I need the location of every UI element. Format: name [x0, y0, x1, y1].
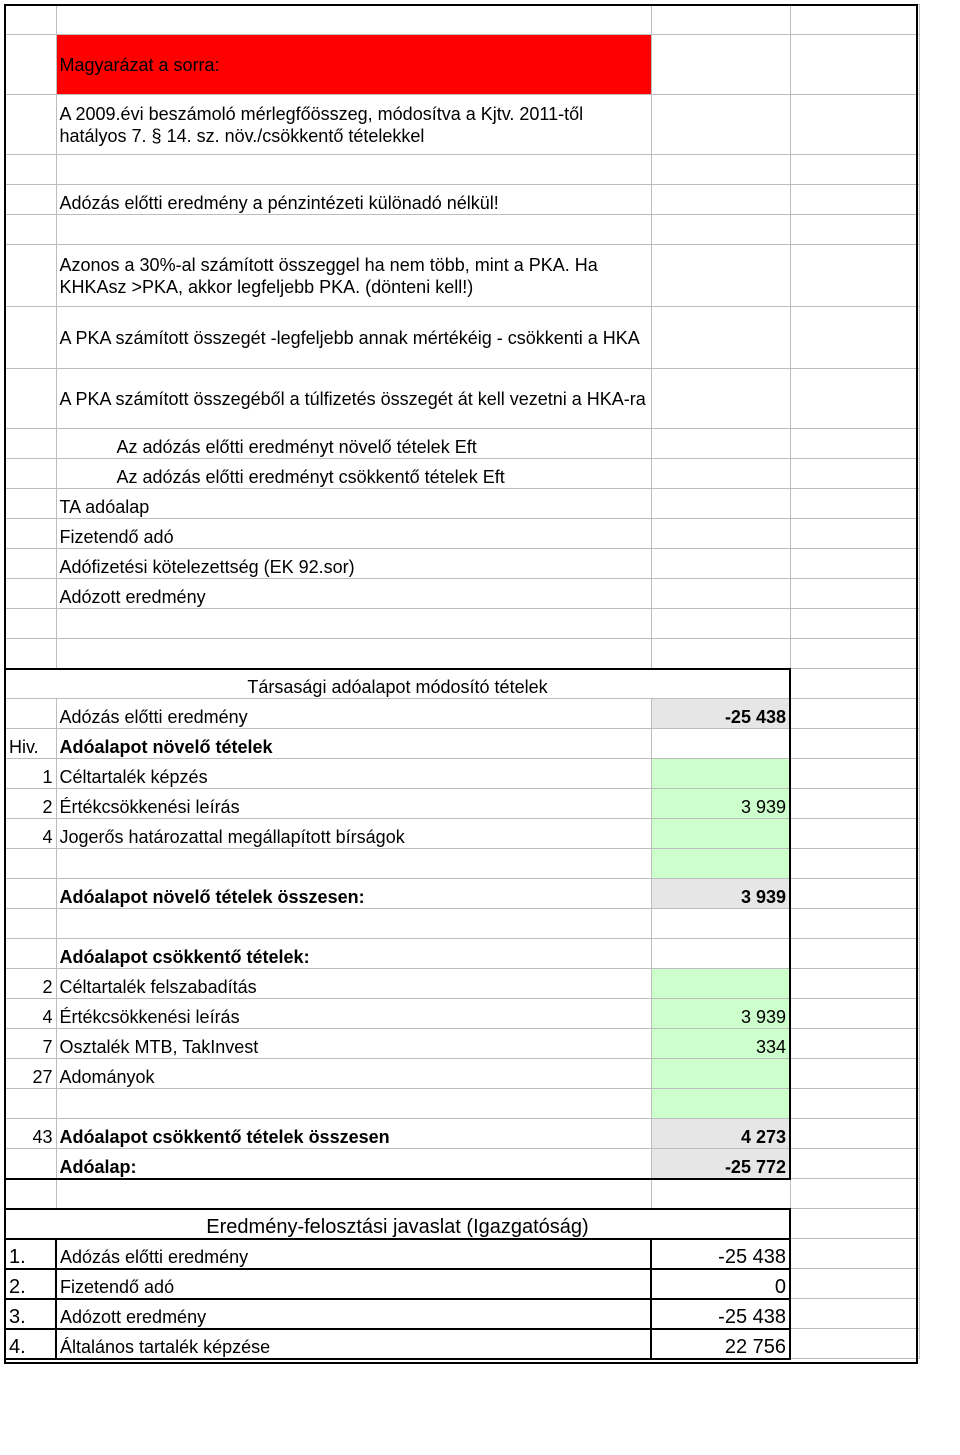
dist-title[interactable]: Eredmény-felosztási javaslat (Igazgatóság) — [5, 1209, 790, 1239]
row-base — [5, 1149, 919, 1179]
row-empty — [5, 849, 919, 879]
row-label[interactable]: Adózás előtti eredmény — [56, 1239, 651, 1269]
dec-total-value[interactable]: 4 273 — [651, 1119, 790, 1149]
row-label[interactable]: Céltartalék felszabadítás — [56, 969, 651, 999]
row-ref[interactable]: 43 — [5, 1119, 56, 1149]
row-empty — [5, 609, 919, 639]
row-empty — [5, 909, 919, 939]
row-empty — [5, 1179, 919, 1209]
note-cell[interactable]: Azonos a 30%-al számított összeggel ha nem több, mint a PKA. Ha KHKAsz >PKA, akkor legfeljebb PKA. (dönteni kell!) — [56, 245, 651, 307]
inc-total-label[interactable]: Adóalapot növelő tételek összesen: — [56, 879, 651, 909]
table-row — [5, 1239, 919, 1269]
note-cell[interactable]: Adózott eredmény — [56, 579, 651, 609]
row-note — [5, 519, 919, 549]
row-tax-title — [5, 669, 919, 699]
tax-title[interactable]: Társasági adóalapot módosító tételek — [5, 669, 790, 699]
row-value[interactable]: 0 — [651, 1269, 790, 1299]
row-number[interactable]: 2. — [5, 1269, 56, 1299]
table-row — [5, 1299, 919, 1329]
row-note — [5, 307, 919, 369]
row-value[interactable]: -25 438 — [651, 1239, 790, 1269]
row-ref[interactable]: 2 — [5, 789, 56, 819]
row-value[interactable]: 3 939 — [651, 789, 790, 819]
note-cell[interactable]: A PKA számított összegét -legfeljebb annak mértékéig - csökkenti a HKA — [56, 307, 651, 369]
note-cell[interactable]: TA adóalap — [56, 489, 651, 519]
row-label[interactable]: Értékcsökkenési leírás — [56, 789, 651, 819]
note-cell[interactable]: Adózás előtti eredmény a pénzintézeti különadó nélkül! — [56, 185, 651, 215]
row-note — [5, 459, 919, 489]
row-label[interactable]: Céltartalék képzés — [56, 759, 651, 789]
row-ref[interactable]: 27 — [5, 1059, 56, 1089]
row-note — [5, 95, 919, 155]
row-number[interactable]: 3. — [5, 1299, 56, 1329]
row-label[interactable]: Jogerős határozattal megállapított bírságok — [56, 819, 651, 849]
row-inc-total — [5, 879, 919, 909]
inc-total-value[interactable]: 3 939 — [651, 879, 790, 909]
row-dec-header — [5, 939, 919, 969]
base-label[interactable]: Adóalap: — [56, 1149, 651, 1179]
note-cell[interactable]: A PKA számított összegéből a túlfizetés összegét át kell vezetni a HKA-ra — [56, 369, 651, 429]
hiv-label[interactable]: Hiv. — [5, 729, 56, 759]
row-ref[interactable]: 4 — [5, 819, 56, 849]
row-ref[interactable]: 1 — [5, 759, 56, 789]
dec-header[interactable]: Adóalapot csökkentő tételek: — [56, 939, 651, 969]
table-row — [5, 819, 919, 849]
row-empty — [5, 1089, 919, 1119]
spreadsheet — [4, 4, 920, 1360]
notes-header[interactable]: Magyarázat a sorra: — [56, 35, 651, 95]
dec-total-label[interactable]: Adóalapot csökkentő tételek összesen — [56, 1119, 651, 1149]
row-ref[interactable]: 2 — [5, 969, 56, 999]
note-cell[interactable]: Adófizetési kötelezettség (EK 92.sor) — [56, 549, 651, 579]
note-cell[interactable]: A 2009.évi beszámoló mérlegfőösszeg, módosítva a Kjtv. 2011-től hatályos 7. § 14. sz. növ./csökkentő tételekkel — [56, 95, 651, 155]
note-cell[interactable]: Az adózás előtti eredményt növelő tételek Eft — [56, 429, 651, 459]
row-empty — [5, 155, 919, 185]
row-value[interactable]: 334 — [651, 1029, 790, 1059]
row-label[interactable]: Értékcsökkenési leírás — [56, 999, 651, 1029]
note-cell[interactable]: Az adózás előtti eredményt csökkentő tételek Eft — [56, 459, 651, 489]
row-note — [5, 579, 919, 609]
row-note — [5, 549, 919, 579]
row-note — [5, 185, 919, 215]
note-cell[interactable]: Fizetendő adó — [56, 519, 651, 549]
row-dec-total — [5, 1119, 919, 1149]
row-notes-header — [5, 35, 919, 95]
table-row — [5, 1329, 919, 1359]
table-row — [5, 759, 919, 789]
row-value[interactable]: 22 756 — [651, 1329, 790, 1359]
row-empty — [5, 215, 919, 245]
table-row — [5, 1029, 919, 1059]
table-row — [5, 999, 919, 1029]
row-note — [5, 245, 919, 307]
row-number[interactable]: 1. — [5, 1239, 56, 1269]
row-ref[interactable]: 4 — [5, 999, 56, 1029]
row-note — [5, 429, 919, 459]
row-value[interactable]: -25 438 — [651, 1299, 790, 1329]
table-row — [5, 1269, 919, 1299]
row-value[interactable] — [651, 819, 790, 849]
base-value[interactable]: -25 772 — [651, 1149, 790, 1179]
row-value[interactable] — [651, 1059, 790, 1089]
row-label[interactable]: Adózott eredmény — [56, 1299, 651, 1329]
row-label[interactable]: Adományok — [56, 1059, 651, 1089]
row-dist-title — [5, 1209, 919, 1239]
row-label[interactable]: Osztalék MTB, TakInvest — [56, 1029, 651, 1059]
table-row — [5, 789, 919, 819]
pre-tax-label[interactable]: Adózás előtti eredmény — [56, 699, 651, 729]
inc-header[interactable]: Adóalapot növelő tételek — [56, 729, 651, 759]
row-note — [5, 489, 919, 519]
row-value[interactable] — [651, 969, 790, 999]
row-label[interactable]: Általános tartalék képzése — [56, 1329, 651, 1359]
row-value[interactable]: 3 939 — [651, 999, 790, 1029]
table-row — [5, 969, 919, 999]
row-value[interactable] — [651, 759, 790, 789]
row-empty — [5, 5, 919, 35]
row-number[interactable]: 4. — [5, 1329, 56, 1359]
row-inc-header — [5, 729, 919, 759]
row-pre-tax — [5, 699, 919, 729]
row-label[interactable]: Fizetendő adó — [56, 1269, 651, 1299]
pre-tax-value[interactable]: -25 438 — [651, 699, 790, 729]
row-empty — [5, 639, 919, 669]
row-note — [5, 369, 919, 429]
row-ref[interactable]: 7 — [5, 1029, 56, 1059]
table-row — [5, 1059, 919, 1089]
